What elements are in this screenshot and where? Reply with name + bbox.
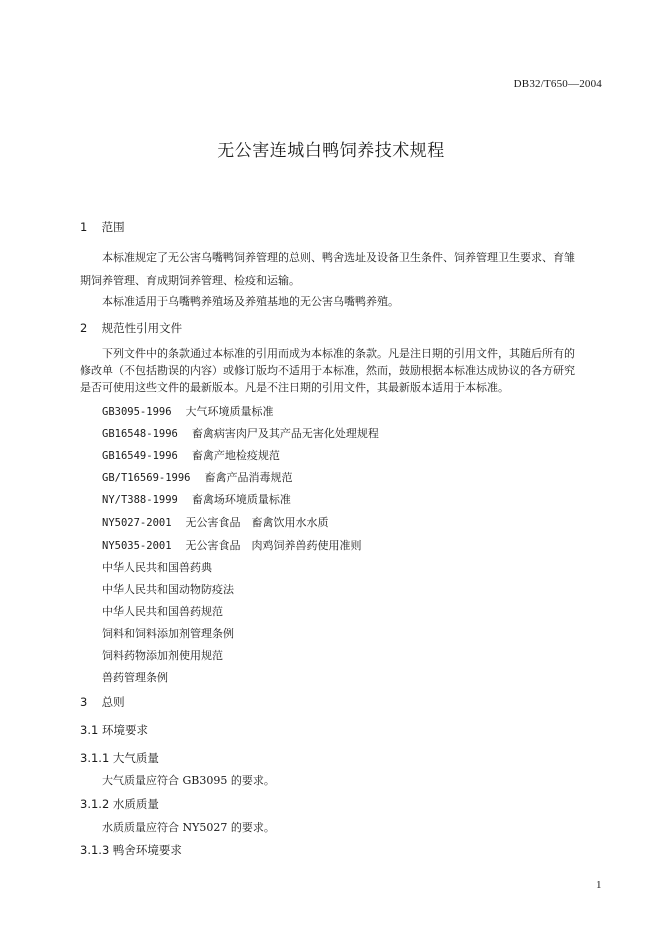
reference-item bbox=[102, 447, 280, 463]
reference-code: NY5035-2001 bbox=[102, 540, 172, 552]
regulation-item: 饲料和饲料添加剂管理条例 bbox=[102, 627, 234, 640]
reference-title: 畜禽病害肉尸及其产品无害化处理规程 bbox=[191, 427, 379, 440]
reference-item bbox=[102, 491, 291, 507]
section-3-1-1-number: 3.1.1 bbox=[80, 751, 110, 765]
section-2-paragraph-line-1: 下列文件中的条款通过本标准的引用而成为本标准的条款。凡是注日期的引用文件，其随后所有的 bbox=[102, 347, 575, 360]
reference-title: 畜禽产地检疫规范 bbox=[191, 449, 280, 462]
reference-code: GB16549-1996 bbox=[102, 450, 178, 462]
section-1-paragraph-1-line-1: 本标准规定了无公害乌嘴鸭饲养管理的总则、鸭舍选址及设备卫生条件、饲养管理卫生要求、育雏 bbox=[102, 251, 575, 264]
reference-code: GB/T16569-1996 bbox=[102, 472, 191, 484]
section-3-1-1-text: 大气质量应符合 GB3095 的要求。 bbox=[102, 774, 275, 787]
section-3-1-2-number: 3.1.2 bbox=[80, 797, 110, 811]
section-3-heading bbox=[80, 694, 125, 710]
reference-code: NY/T388-1999 bbox=[102, 494, 178, 506]
reference-code: GB16548-1996 bbox=[102, 428, 178, 440]
section-1-paragraph-2: 本标准适用于乌嘴鸭养殖场及养殖基地的无公害乌嘴鸭养殖。 bbox=[102, 295, 399, 308]
section-1-paragraph-1-line-2: 期饲养管理、育成期饲养管理、检疫和运输。 bbox=[80, 274, 300, 287]
regulation-item: 兽药管理条例 bbox=[102, 671, 168, 684]
reference-title: 大气环境质量标准 bbox=[185, 405, 274, 418]
section-2-heading bbox=[80, 320, 182, 336]
section-3-number: 3 bbox=[80, 695, 88, 709]
reference-item bbox=[102, 469, 293, 485]
section-3-1-2-text: 水质质量应符合 NY5027 的要求。 bbox=[102, 821, 275, 834]
section-3-1-2-heading bbox=[80, 796, 159, 812]
section-3-title: 总则 bbox=[101, 695, 125, 709]
reference-code: GB3095-1996 bbox=[102, 406, 172, 418]
section-2-paragraph-line-2: 修改单（不包括勘误的内容）或修订版均不适用于本标准，然而，鼓励根据本标准达成协议的各方研究 bbox=[80, 364, 575, 377]
regulation-item: 中华人民共和国动物防疫法 bbox=[102, 583, 234, 596]
section-3-1-1-title: 大气质量 bbox=[112, 751, 159, 765]
reference-item bbox=[102, 403, 274, 419]
section-3-1-1-heading bbox=[80, 750, 159, 766]
reference-title: 畜禽场环境质量标准 bbox=[191, 493, 291, 506]
section-3-1-3-title: 鸭舍环境要求 bbox=[112, 843, 182, 857]
regulation-item: 中华人民共和国兽药规范 bbox=[102, 605, 223, 618]
section-1-heading bbox=[80, 219, 125, 235]
section-2-number: 2 bbox=[80, 321, 88, 335]
reference-code: NY5027-2001 bbox=[102, 517, 172, 529]
regulation-item: 饲料药物添加剂使用规范 bbox=[102, 649, 223, 662]
document-code: DB32/T650—2004 bbox=[513, 78, 602, 90]
page-number: 1 bbox=[596, 879, 602, 891]
regulation-item: 中华人民共和国兽药典 bbox=[102, 561, 212, 574]
reference-title: 无公害食品 畜禽饮用水水质 bbox=[185, 516, 329, 529]
section-3-1-title: 环境要求 bbox=[101, 723, 148, 737]
section-3-1-3-heading bbox=[80, 842, 182, 858]
reference-title: 无公害食品 肉鸡饲养兽药使用准则 bbox=[185, 539, 362, 552]
reference-item bbox=[102, 514, 329, 530]
section-2-title: 规范性引用文件 bbox=[101, 321, 183, 335]
reference-item bbox=[102, 425, 379, 441]
section-1-number: 1 bbox=[80, 220, 88, 234]
section-3-1-number: 3.1 bbox=[80, 723, 99, 737]
section-3-1-2-title: 水质质量 bbox=[112, 797, 159, 811]
section-1-title: 范围 bbox=[101, 220, 125, 234]
section-3-1-3-number: 3.1.3 bbox=[80, 843, 110, 857]
section-3-1-heading bbox=[80, 722, 148, 738]
section-2-paragraph-line-3: 是否可使用这些文件的最新版本。凡是不注日期的引用文件，其最新版本适用于本标准。 bbox=[80, 381, 509, 394]
page-title: 无公害连城白鸭饲养技术规程 bbox=[217, 141, 445, 161]
reference-item bbox=[102, 537, 362, 553]
reference-title: 畜禽产品消毒规范 bbox=[204, 471, 293, 484]
